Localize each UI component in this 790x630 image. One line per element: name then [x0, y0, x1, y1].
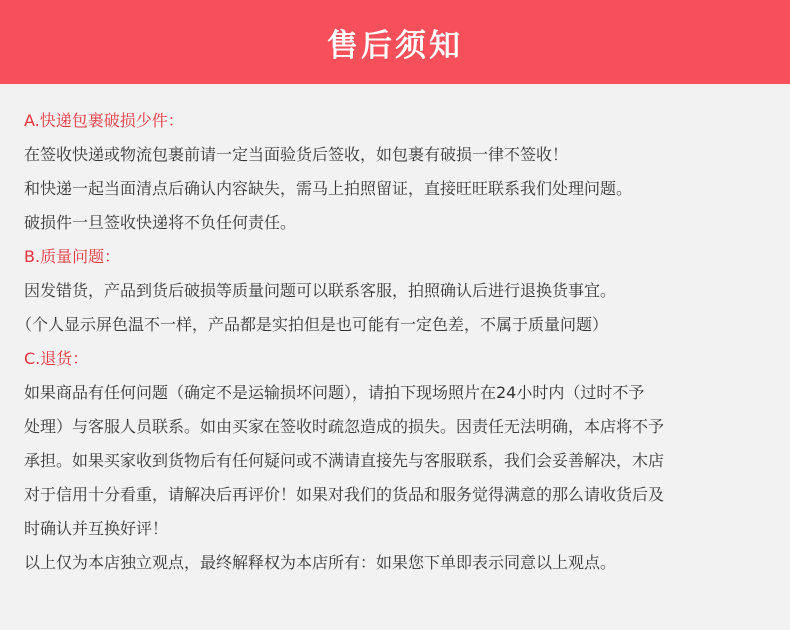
paragraph-line: 破损件一旦签收快递将不负任何责任。 — [24, 213, 297, 232]
closing-statement: 以上仅为本店独立观点，最终解释权为本店所有：如果您下单即表示同意以上观点。 — [24, 553, 617, 572]
paragraph-line: 和快递一起当面清点后确认内容缺失，需马上拍照留证，直接旺旺联系我们处理问题。 — [24, 179, 633, 198]
section-heading-quality: B.质量问题： — [24, 247, 121, 266]
paragraph-line: 时确认并互换好评！ — [24, 519, 169, 538]
page-title: 售后须知 — [327, 27, 463, 64]
paragraph-line: 因发错货，产品到货后破损等质量问题可以联系客服，拍照确认后进行退换货事宜。 — [24, 281, 617, 300]
paragraph-line: 在签收快递或物流包裹前请一定当面验货后签收，如包裹有破损一律不签收！ — [24, 145, 569, 164]
paragraph-line: 处理）与客服人员联系。如由买家在签收时疏忽造成的损失。因责任无法明确，本店将不予 — [24, 417, 665, 436]
after-sales-notice — [16, 104, 774, 580]
paragraph-line: 如果商品有任何问题（确定不是运输损坏问题），请拍下现场照片在24小时内（过时不予 — [24, 383, 645, 402]
paragraph-line: 承担。如果买家收到货物后有任何疑问或不满请直接先与客服联系，我们会妥善解决，木店 — [24, 451, 665, 470]
paragraph-line: （个人显示屏色温不一样，产品都是实拍但是也可能有一定色差，不属于质量问题） — [16, 315, 609, 334]
paragraph-line: 对于信用十分看重，请解决后再评价！如果对我们的货品和服务觉得满意的那么请收货后及 — [24, 485, 665, 504]
header-banner — [0, 0, 790, 84]
section-heading-returns: C.退货： — [24, 349, 89, 368]
section-heading-damage: A.快递包裹破损少件： — [24, 111, 184, 130]
